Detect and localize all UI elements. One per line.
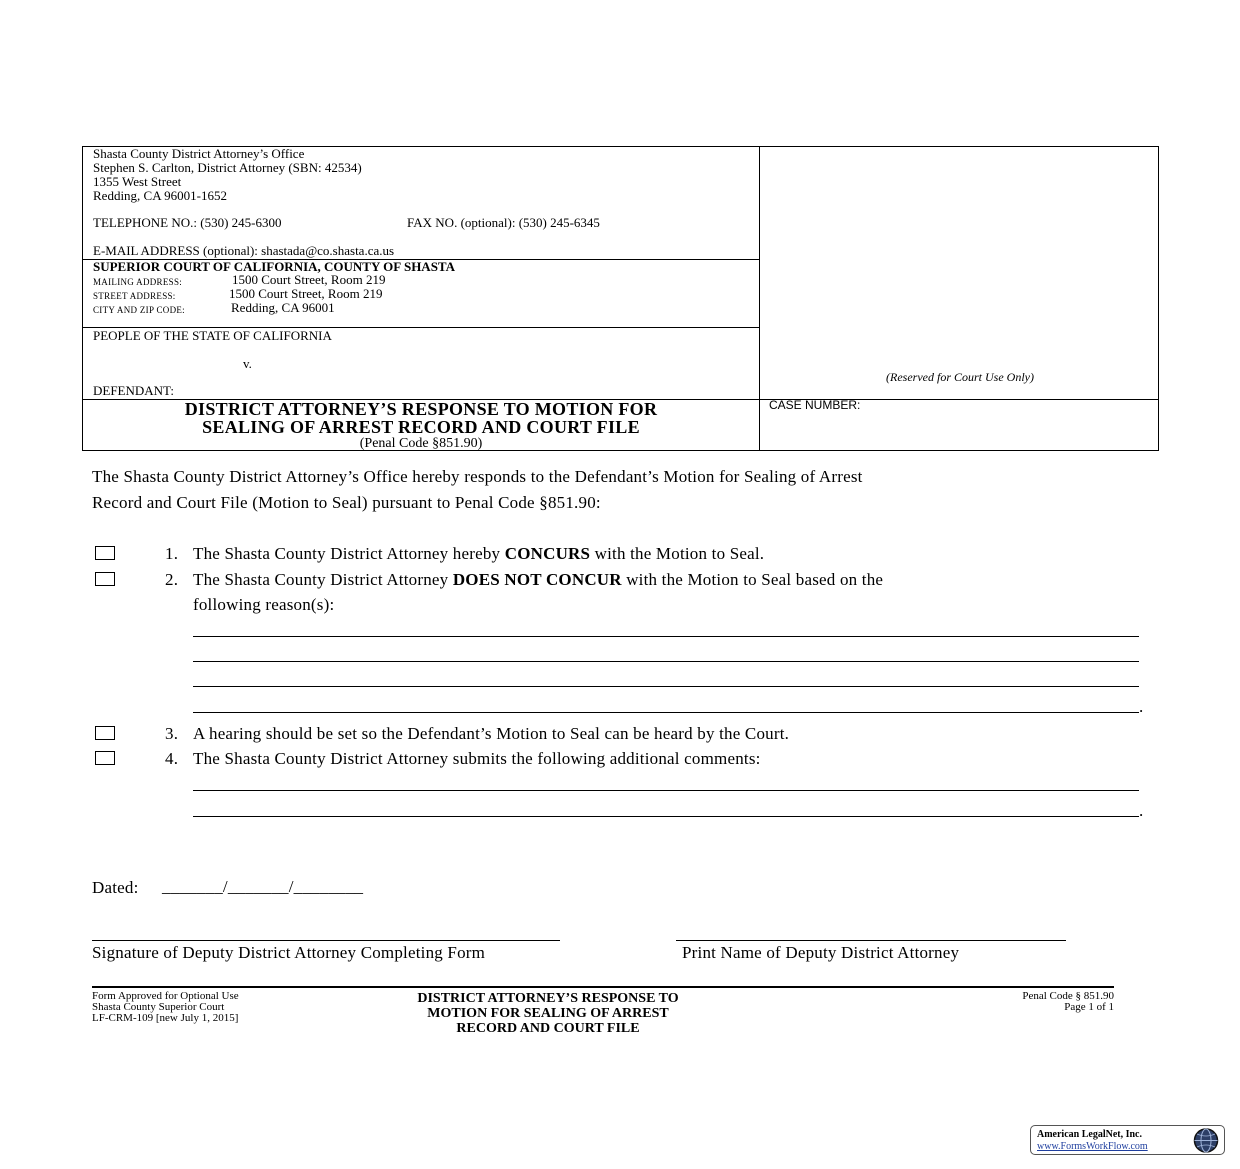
attorney-fax: FAX NO. (optional): (530) 245-6345	[407, 215, 600, 230]
footer-title-2: MOTION FOR SEALING OF ARREST	[427, 1006, 669, 1021]
case-number-field[interactable]	[769, 417, 1149, 445]
court-title: SUPERIOR COURT OF CALIFORNIA, COUNTY OF SHASTA	[93, 259, 456, 274]
item-2-continuation: following reason(s):	[193, 595, 335, 614]
reason-line-2[interactable]	[193, 661, 1139, 662]
court-city-value: Redding, CA 96001	[231, 300, 335, 315]
defendant-label: DEFENDANT:	[93, 383, 174, 398]
attorney-telephone: TELEPHONE NO.: (530) 245-6300	[93, 215, 282, 230]
signature-line[interactable]	[92, 940, 560, 941]
footer-left-2: Shasta County Superior Court	[92, 1001, 225, 1013]
item-3-number: 3.	[165, 724, 179, 743]
attorney-name: Stephen S. Carlton, District Attorney (SBN: 42534)	[93, 160, 362, 175]
print-name-line[interactable]	[676, 940, 1066, 941]
versus: v.	[243, 356, 252, 371]
footer-title-3: RECORD AND COURT FILE	[456, 1021, 640, 1036]
print-name-label: Print Name of Deputy District Attorney	[682, 943, 960, 962]
footer-left-3: LF-CRM-109 [new July 1, 2015]	[92, 1012, 239, 1024]
plaintiff-name: PEOPLE OF THE STATE OF CALIFORNIA	[93, 328, 332, 343]
item-2-number: 2.	[165, 570, 179, 589]
court-city-label: CITY AND ZIP CODE:	[93, 305, 185, 315]
form-title-subtitle: (Penal Code §851.90)	[359, 436, 483, 451]
parties-block	[93, 328, 753, 398]
item-4-text: The Shasta County District Attorney submits the following additional comments:	[193, 749, 761, 768]
item-1-bold: CONCURS	[504, 544, 591, 563]
court-block	[93, 259, 753, 327]
dated-blank[interactable]: _______/_______/________	[162, 877, 364, 896]
footer-left-1: Form Approved for Optional Use	[92, 990, 239, 1002]
attorney-email: E-MAIL ADDRESS (optional): shastada@co.shasta.ca.us	[93, 243, 395, 258]
court-street-label: STREET ADDRESS:	[93, 291, 176, 301]
item-1-text	[193, 545, 764, 562]
court-mailing-value: 1500 Court Street, Room 219	[232, 272, 386, 287]
case-number-label: CASE NUMBER:	[769, 398, 861, 412]
attorney-city: Redding, CA 96001-1652	[93, 188, 227, 203]
form-title-line1: DISTRICT ATTORNEY’S RESPONSE TO MOTION FOR	[184, 399, 658, 419]
intro-line1: The Shasta County District Attorney’s Office hereby responds to the Defendant’s Motion for Sealing of Arrest	[92, 467, 863, 486]
badge-url[interactable]: www.FormsWorkFlow.com	[1037, 1141, 1148, 1152]
comment-line-1[interactable]	[193, 790, 1139, 791]
item-2-post: with the Motion to Seal based on the	[621, 570, 884, 589]
item-2-pre: The Shasta County District Attorney	[193, 570, 453, 589]
reason-line-1[interactable]	[193, 636, 1139, 637]
footer-title-1: DISTRICT ATTORNEY’S RESPONSE TO	[417, 991, 679, 1006]
item-1-post: with the Motion to Seal.	[590, 544, 765, 563]
comment-line-2[interactable]	[193, 816, 1139, 817]
attorney-street: 1355 West Street	[93, 174, 182, 189]
footer-right-2: Page 1 of 1	[1064, 1001, 1114, 1013]
item-1-pre: The Shasta County District Attorney hereby	[193, 544, 505, 563]
item-3-text: A hearing should be set so the Defendant’s Motion to Seal can be heard by the Court.	[193, 724, 790, 743]
badge-company: American LegalNet, Inc.	[1037, 1129, 1142, 1140]
comment-line-end-period: .	[1139, 801, 1144, 820]
court-mailing-label: MAILING ADDRESS:	[93, 277, 183, 287]
attorney-office: Shasta County District Attorney’s Office	[93, 146, 305, 161]
item-4-number: 4.	[165, 749, 179, 768]
court-street-value: 1500 Court Street, Room 219	[229, 286, 383, 301]
item-2-text	[193, 571, 883, 588]
caption-divider-vertical	[759, 147, 760, 451]
dated-label: Dated:	[92, 878, 139, 897]
signature-label: Signature of Deputy District Attorney Completing Form	[92, 943, 486, 962]
legalnet-badge[interactable]	[1030, 1125, 1225, 1155]
reason-line-end-period: .	[1139, 697, 1144, 716]
form-title	[83, 400, 759, 451]
item-3-checkbox[interactable]	[95, 726, 115, 740]
caption-box	[82, 146, 1159, 451]
item-4-checkbox[interactable]	[95, 751, 115, 765]
reserved-court-use: (Reserved for Court Use Only)	[886, 370, 1034, 384]
item-2-bold: DOES NOT CONCUR	[452, 570, 622, 589]
item-1-number: 1.	[165, 544, 179, 563]
intro-line2: Record and Court File (Motion to Seal) pursuant to Penal Code §851.90:	[92, 493, 601, 512]
footer-rule	[92, 986, 1114, 988]
item-1-checkbox[interactable]	[95, 546, 115, 560]
item-2-checkbox[interactable]	[95, 572, 115, 586]
globe-icon	[1189, 1127, 1223, 1154]
footer-right-1: Penal Code § 851.90	[1022, 990, 1114, 1002]
reason-line-3[interactable]	[193, 686, 1139, 687]
reason-line-4[interactable]	[193, 712, 1139, 713]
footer-title	[340, 991, 756, 1036]
form-title-line2: SEALING OF ARREST RECORD AND COURT FILE	[202, 417, 640, 437]
